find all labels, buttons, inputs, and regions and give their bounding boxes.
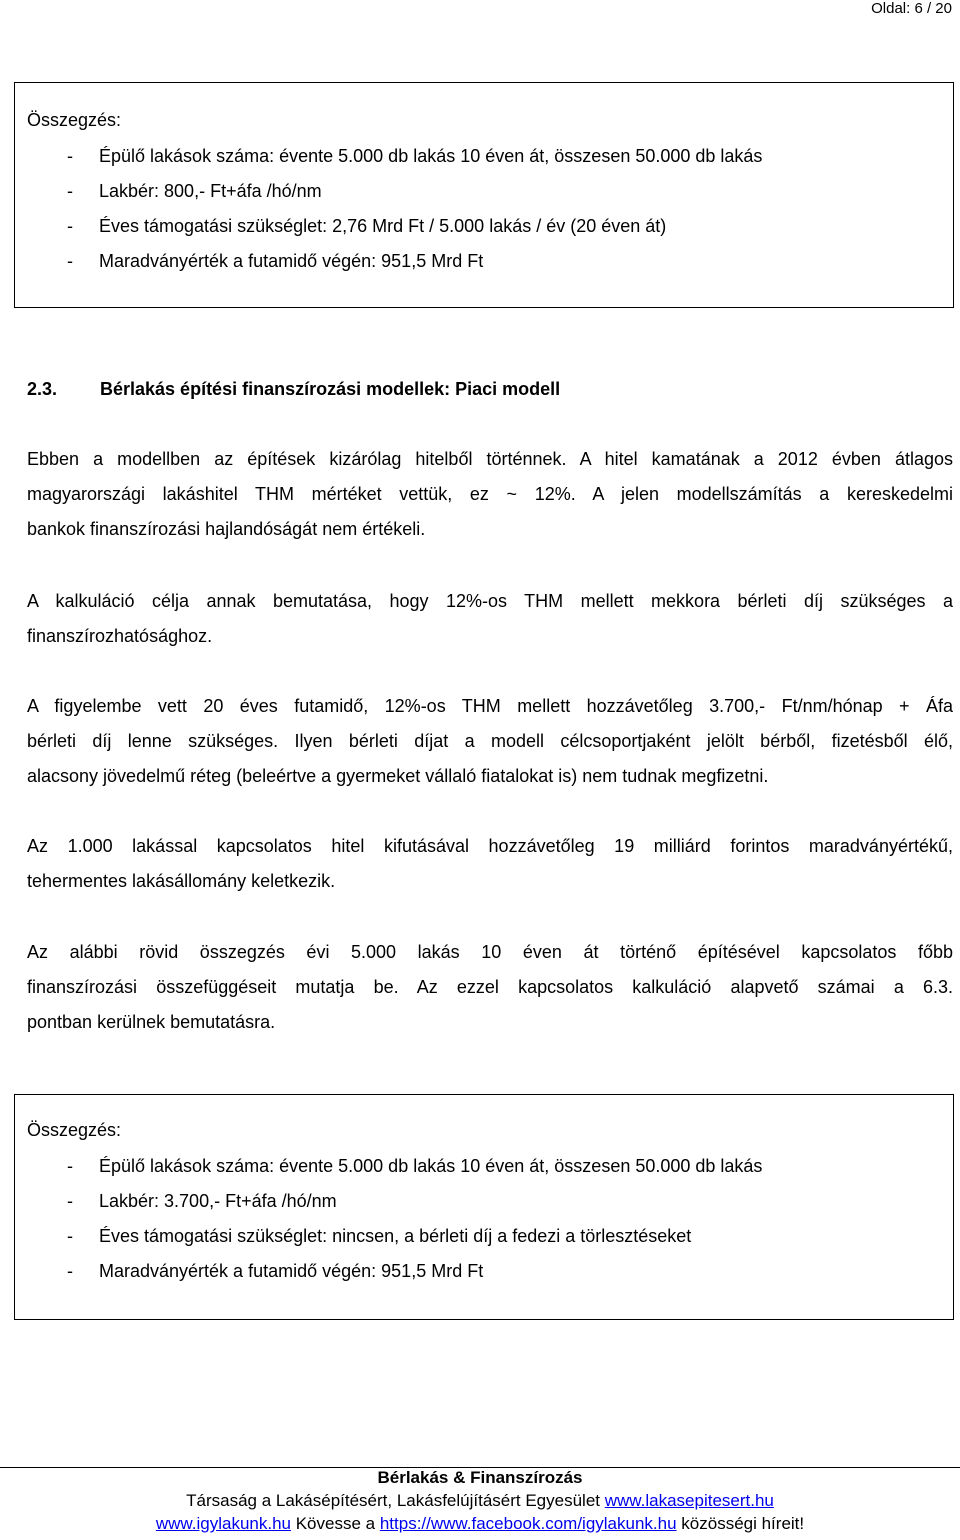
- footer-links-line: [0, 1514, 960, 1534]
- summary-list: [27, 1155, 762, 1295]
- summary-title: Összegzés:: [27, 110, 122, 130]
- paragraph: Ebben a modellben az építések kizárólag hitelből történnek. A hitel kamatának a 2012 évben átlagos magyarországi lakáshitel THM mértéket vettük, ez ~ 12%. A jelen modellszámítás a kereskedelmi bankok finanszírozási hajlandóságát nem értékeli.: [27, 449, 953, 539]
- list-dash: -: [67, 1226, 73, 1246]
- facebook-link[interactable]: https://www.facebook.com/igylakunk.hu: [379, 1514, 677, 1533]
- summary-item: - Lakbér: 3.700,- Ft+áfa /hó/nm: [67, 1191, 337, 1211]
- paragraph: Az 1.000 lakással kapcsolatos hitel kifutásával hozzávetőleg 19 milliárd forintos maradványértékű, tehermentes lakásállomány keletkezik.: [27, 836, 953, 891]
- page-number: Oldal: 6 / 20: [871, 0, 952, 17]
- summary-list: [27, 145, 762, 285]
- footer-title: Bérlakás & Finanszírozás: [377, 1468, 583, 1487]
- summary-item: - Épülő lakások száma: évente 5.000 db lakás 10 éven át, összesen 50.000 db lakás: [67, 146, 763, 166]
- list-dash: -: [67, 1261, 73, 1281]
- list-dash: -: [67, 251, 73, 271]
- section-number: 2.3.: [27, 379, 58, 399]
- igylakunk-link[interactable]: www.igylakunk.hu: [155, 1514, 291, 1533]
- summary-box: [14, 82, 954, 308]
- summary-item: - Lakbér: 800,- Ft+áfa /hó/nm: [67, 181, 322, 201]
- summary-item: - Éves támogatási szükséglet: 2,76 Mrd Ft / 5.000 lakás / év (20 éven át): [67, 216, 667, 236]
- summary-title: Összegzés:: [27, 1120, 122, 1140]
- footer-org-name: Társaság a Lakásépítésért, Lakásfelújításért Egyesület: [186, 1491, 601, 1510]
- summary-item: - Maradványérték a futamidő végén: 951,5 Mrd Ft: [67, 1261, 484, 1281]
- paragraph: Az alábbi rövid összegzés évi 5.000 lakás 10 éven át történő építésével kapcsolatos főbb finanszírozási összefüggéseit mutatja be. Az ezzel kapcsolatos kalkuláció alapvető számai a 6.3. pontban kerülnek bemutatásra.: [27, 942, 953, 1032]
- footer-org-line: [0, 1491, 960, 1511]
- list-dash: -: [67, 181, 73, 201]
- list-dash: -: [67, 1191, 73, 1211]
- section-title: Bérlakás építési finanszírozási modellek: Piaci modell: [100, 379, 561, 399]
- summary-item: - Éves támogatási szükséglet: nincsen, a bérleti díj a fedezi a törlesztéseket: [67, 1226, 692, 1246]
- list-dash: -: [67, 216, 73, 236]
- lakasepitesert-link[interactable]: www.lakasepitesert.hu: [604, 1491, 774, 1510]
- summary-box: [14, 1094, 954, 1320]
- summary-item: - Maradványérték a futamidő végén: 951,5 Mrd Ft: [67, 251, 484, 271]
- list-dash: -: [67, 1156, 73, 1176]
- paragraph: A figyelembe vett 20 éves futamidő, 12%-os THM mellett hozzávetőleg 3.700,- Ft/nm/hónap + Áfa bérleti díj lenne szükséges. Ilyen bérleti díjat a modell célcsoportjaként jelölt bérből, fizetésből élő, alacsony jövedelmű réteg (beleértve a gyermeket vállaló fiatalokat is) nem tudnak megfizetni.: [27, 696, 953, 786]
- paragraph: A kalkuláció célja annak bemutatása, hogy 12%-os THM mellett mekkora bérleti díj szükséges a finanszírozhatósághoz.: [27, 591, 953, 646]
- list-dash: -: [67, 146, 73, 166]
- section-heading: [27, 378, 560, 400]
- footer-news-text: közösségi híreit!: [681, 1514, 805, 1533]
- summary-item: - Épülő lakások száma: évente 5.000 db lakás 10 éven át, összesen 50.000 db lakás: [67, 1156, 763, 1176]
- footer-follow-text: Kövesse a: [295, 1514, 376, 1533]
